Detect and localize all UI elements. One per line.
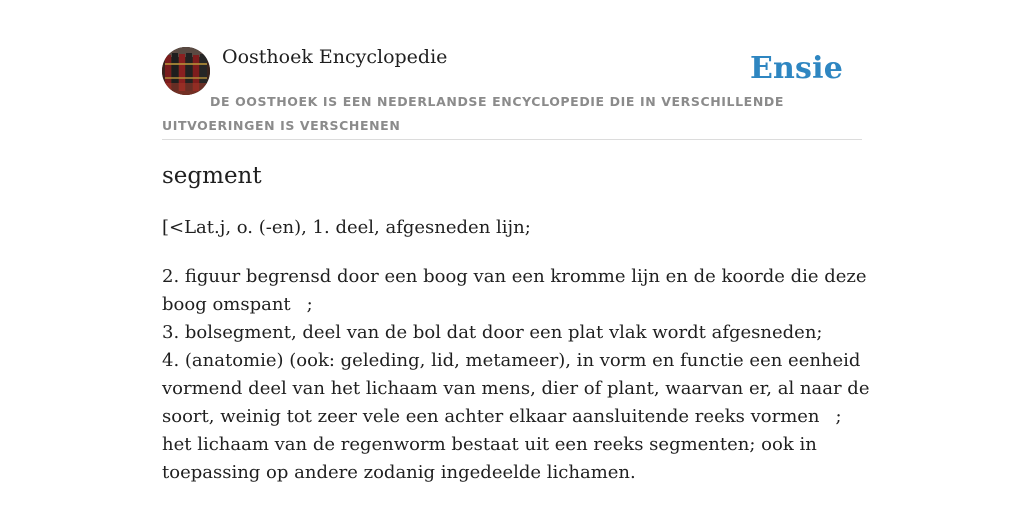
- entry-etymology: [<Lat.j, o. (-en), 1. deel, afgesneden lijn;: [162, 217, 531, 238]
- sense-4: 4. (anatomie) (ook: geleding, lid, metameer), in vorm en functie een eenheid vormend deel van het lichaam van mens, dier of plant, waarvan er, al naar de soort, weinig tot zeer vele een achter elkaar aansluitende reeks vormen ; het lichaam van de regenworm bestaat uit een reeks segmenten; ook in toepassing op andere zodanig ingedeelde lichamen.: [162, 350, 870, 483]
- entry-term: segment: [162, 163, 262, 189]
- header-divider: [162, 139, 862, 140]
- ensie-logo[interactable]: Ensie: [749, 51, 843, 86]
- sense-3: 3. bolsegment, deel van de bol dat door een plat vlak wordt afgesneden;: [162, 322, 823, 343]
- encyclopedia-books-icon[interactable]: [162, 47, 210, 95]
- sense-2: 2. figuur begrensd door een boog van een kromme lijn en de koorde die deze boog omspant ;: [162, 266, 867, 315]
- site-title[interactable]: Oosthoek Encyclopedie: [222, 46, 448, 68]
- site-tagline: DE OOSTHOEK IS EEN NEDERLANDSE ENCYCLOPEDIE DIE IN VERSCHILLENDE UITVOERINGEN IS VERSCHENEN: [162, 94, 784, 133]
- entry-definition: [162, 263, 874, 487]
